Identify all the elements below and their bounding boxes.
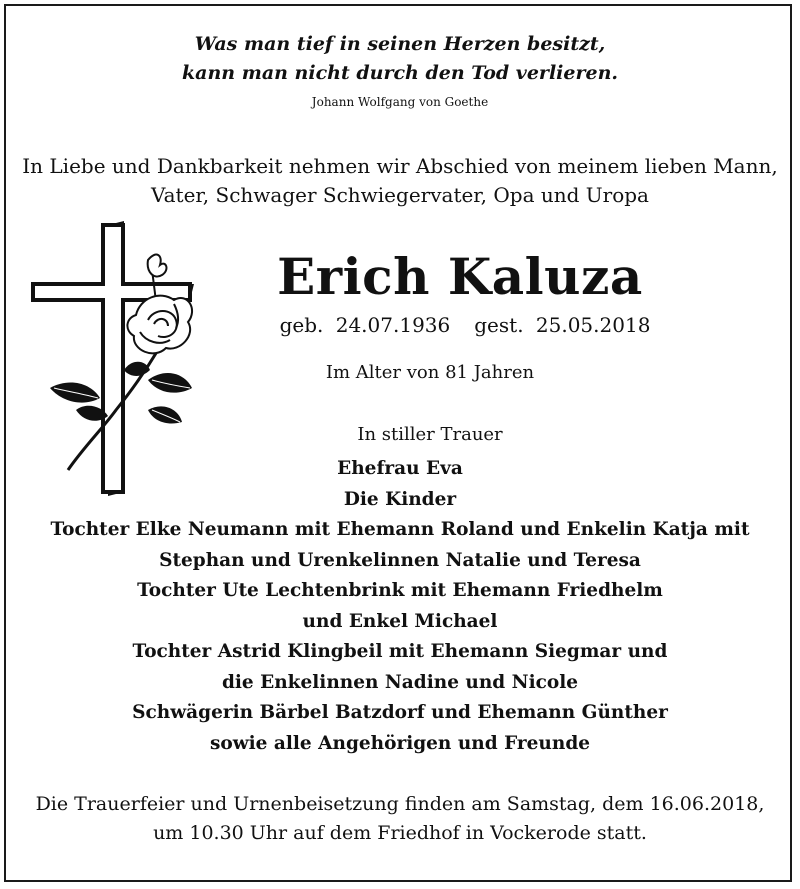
birth-date: geb. 24.07.1936 xyxy=(279,313,451,337)
mourner-line: Ehefrau Eva xyxy=(337,458,463,479)
age-line: Im Alter von 81 Jahren xyxy=(325,362,535,383)
quote-line-1: Was man tief in seinen Herzen besitzt, xyxy=(194,33,606,55)
mourner-line: Schwägerin Bärbel Batzdorf und Ehemann Günther xyxy=(132,702,668,723)
intro-line-1: In Liebe und Dankbarkeit nehmen wir Abschied von meinem lieben Mann, xyxy=(22,154,778,178)
mourner-line: Stephan und Urenkelinnen Natalie und Teresa xyxy=(159,549,641,571)
life-dates xyxy=(190,313,740,337)
quote-author: Johann Wolfgang von Goethe xyxy=(311,95,489,109)
intro-text xyxy=(0,152,800,210)
mourner-line: die Enkelinnen Nadine und Nicole xyxy=(221,671,579,693)
deceased-name: Erich Kaluza xyxy=(277,247,643,306)
funeral-info xyxy=(0,790,800,848)
funeral-line-1: Die Trauerfeier und Urnenbeisetzung finden am Samstag, dem 16.06.2018, xyxy=(35,793,765,815)
funeral-line-2: um 10.30 Uhr auf dem Friedhof in Vockerode statt. xyxy=(153,822,647,844)
mourner-line: sowie alle Angehörigen und Freunde xyxy=(209,732,591,754)
mourner-line: Tochter Astrid Klingbeil mit Ehemann Siegmar und xyxy=(132,641,668,662)
mourner-line: Tochter Elke Neumann mit Ehemann Roland und Enkelin Katja mit xyxy=(50,519,750,540)
mourner-line: Die Kinder xyxy=(343,488,457,510)
goethe-quote xyxy=(0,30,800,88)
death-date: gest. 25.05.2018 xyxy=(474,313,651,337)
mourner-line: und Enkel Michael xyxy=(302,610,498,632)
mourners-list xyxy=(0,454,800,759)
intro-line-2: Vater, Schwager Schwiegervater, Opa und Uropa xyxy=(151,183,649,207)
mourner-line: Tochter Ute Lechtenbrink mit Ehemann Friedhelm xyxy=(137,580,663,601)
mourning-heading: In stiller Trauer xyxy=(357,424,503,445)
quote-line-2: kann man nicht durch den Tod verlieren. xyxy=(182,62,618,84)
